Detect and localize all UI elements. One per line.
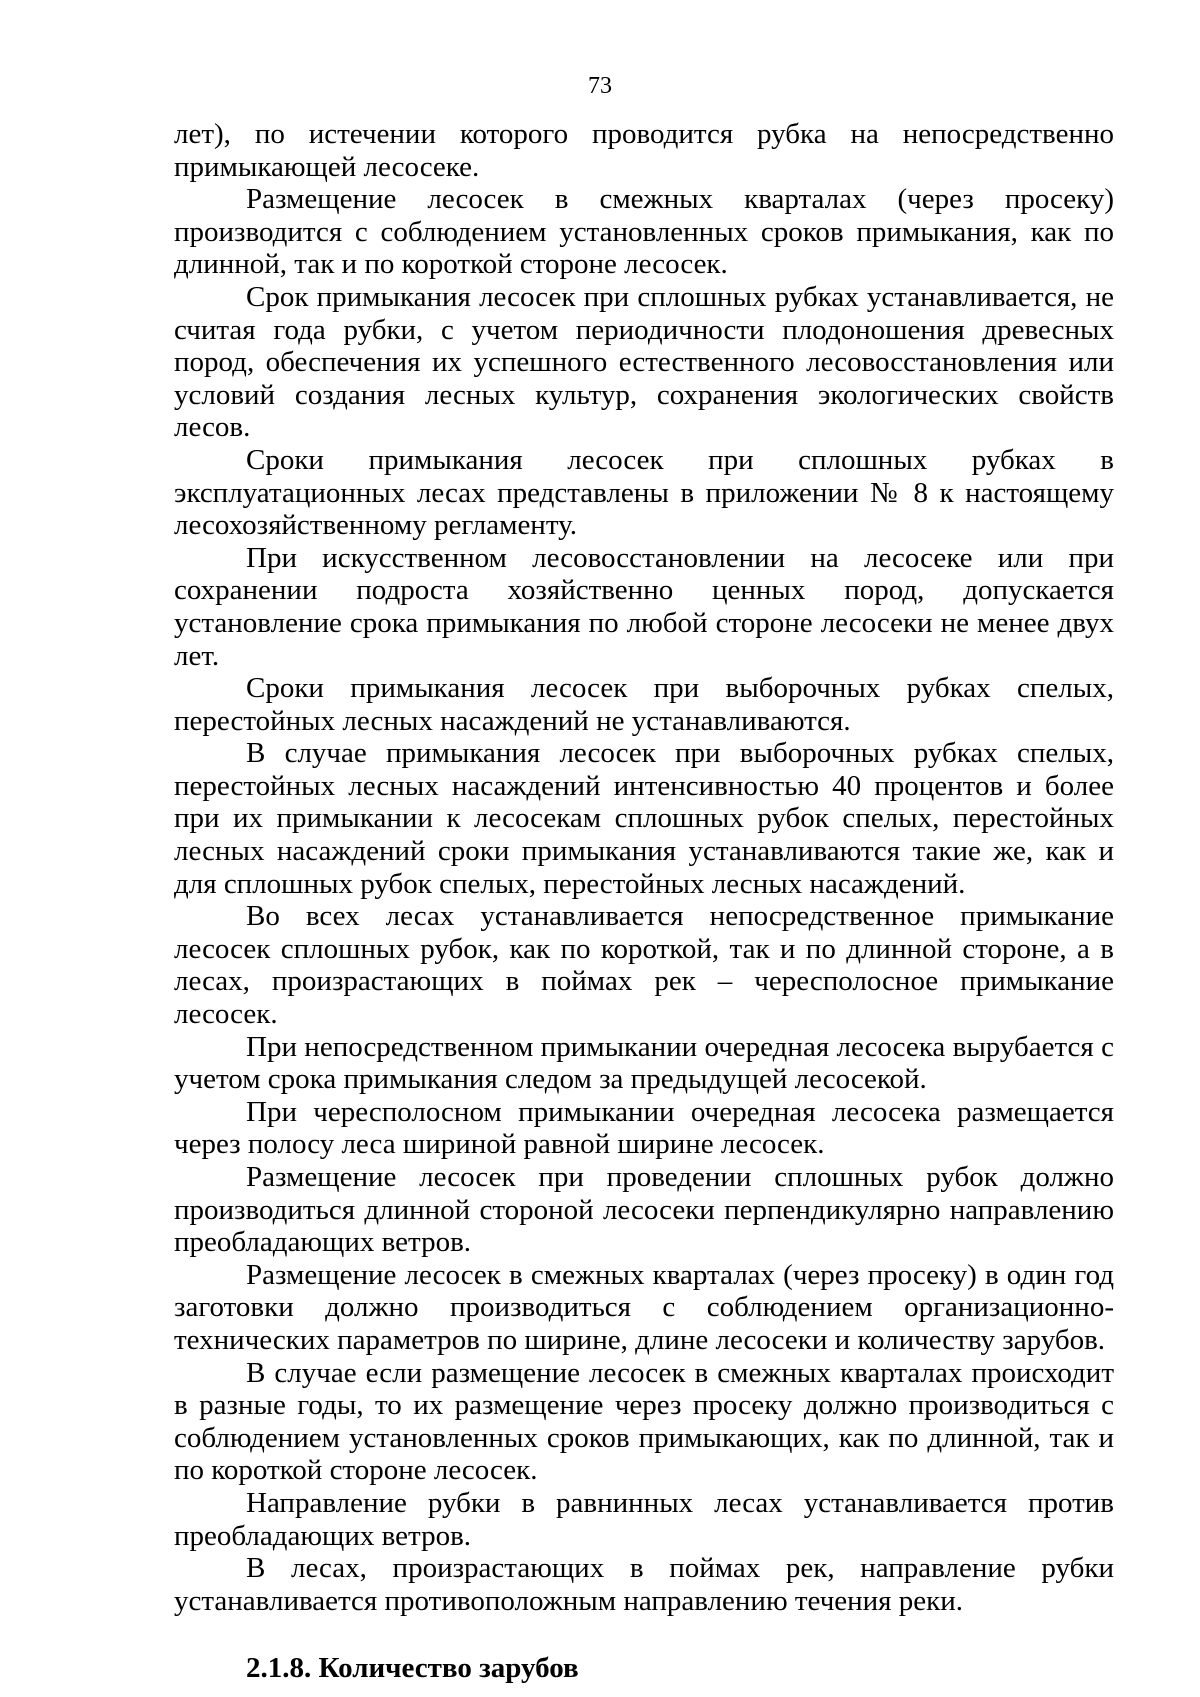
- document-body: [174, 118, 1114, 1685]
- paragraph: Срок примыкания лесосек при сплошных рубках устанавливается, не считая года рубки, с учетом периодичности плодоношения древесных пород, обеспечения их успешного естественного лесовосстановления или условий создания лесных культур, сохранения экологических свойств лесов.: [174, 280, 1114, 444]
- paragraph: Размещение лесосек в смежных кварталах (через просеку) производится с соблюдением установленных сроков примыкания, как по длинной, так и по короткой стороне лесосек.: [174, 183, 1114, 281]
- paragraph: Во всех лесах устанавливается непосредственное примыкание лесосек сплошных рубок, как по короткой, так и по длинной стороне, а в лесах, произрастающих в поймах рек – чересполосное примыкание лесосек.: [174, 900, 1114, 1031]
- paragraph: В случае примыкания лесосек при выборочных рубках спелых, перестойных лесных насаждений интенсивностью 40 процентов и более при их примыкании к лесосекам сплошных рубок спелых, перестойных лесных насаждений сроки примыкания устанавливаются такие же, как и для сплошных рубок спелых, перестойных лесных насаждений.: [174, 737, 1114, 900]
- paragraph: Сроки примыкания лесосек при выборочных рубках спелых, перестойных лесных насаждений не устанавливаются.: [174, 672, 1114, 737]
- paragraph: При непосредственном примыкании очередная лесосека вырубается с учетом срока примыкания следом за предыдущей лесосекой.: [174, 1030, 1114, 1096]
- paragraph: лет), по истечении которого проводится рубка на непосредственно примыкающей лесосеке.: [174, 118, 1114, 183]
- paragraph: Направление рубки в равнинных лесах устанавливается против преобладающих ветров.: [174, 1486, 1114, 1552]
- page-number: 73: [588, 73, 612, 99]
- section-heading: 2.1.8. Количество зарубов: [246, 1652, 579, 1685]
- paragraph: Размещение лесосек при проведении сплошных рубок должно производиться длинной стороной лесосеки перпендикулярно направлению преобладающих ветров.: [174, 1161, 1114, 1259]
- paragraph: В лесах, произрастающих в поймах рек, направление рубки устанавливается противоположным направлению течения реки.: [174, 1552, 1114, 1617]
- paragraph: В случае если размещение лесосек в смежных кварталах происходит в разные годы, то их размещение через просеку должно производиться с соблюдением установленных сроков примыкающих, как по длинной, так и по короткой стороне лесосек.: [174, 1356, 1114, 1487]
- paragraph: Размещение лесосек в смежных кварталах (через просеку) в один год заготовки должно производиться с соблюдением организационно-технических параметров по ширине, длине лесосеки и количеству зарубов.: [174, 1258, 1114, 1356]
- paragraph: При искусственном лесовосстановлении на лесосеке или при сохранении подроста хозяйственно ценных пород, допускается установление срока примыкания по любой стороне лесосеки не менее двух лет.: [174, 541, 1114, 672]
- paragraph: При чересполосном примыкании очередная лесосека размещается через полосу леса шириной равной ширине лесосек.: [174, 1095, 1114, 1161]
- paragraph: Сроки примыкания лесосек при сплошных рубках в эксплуатационных лесах представлены в приложении № 8 к настоящему лесохозяйственному регламенту.: [174, 443, 1114, 542]
